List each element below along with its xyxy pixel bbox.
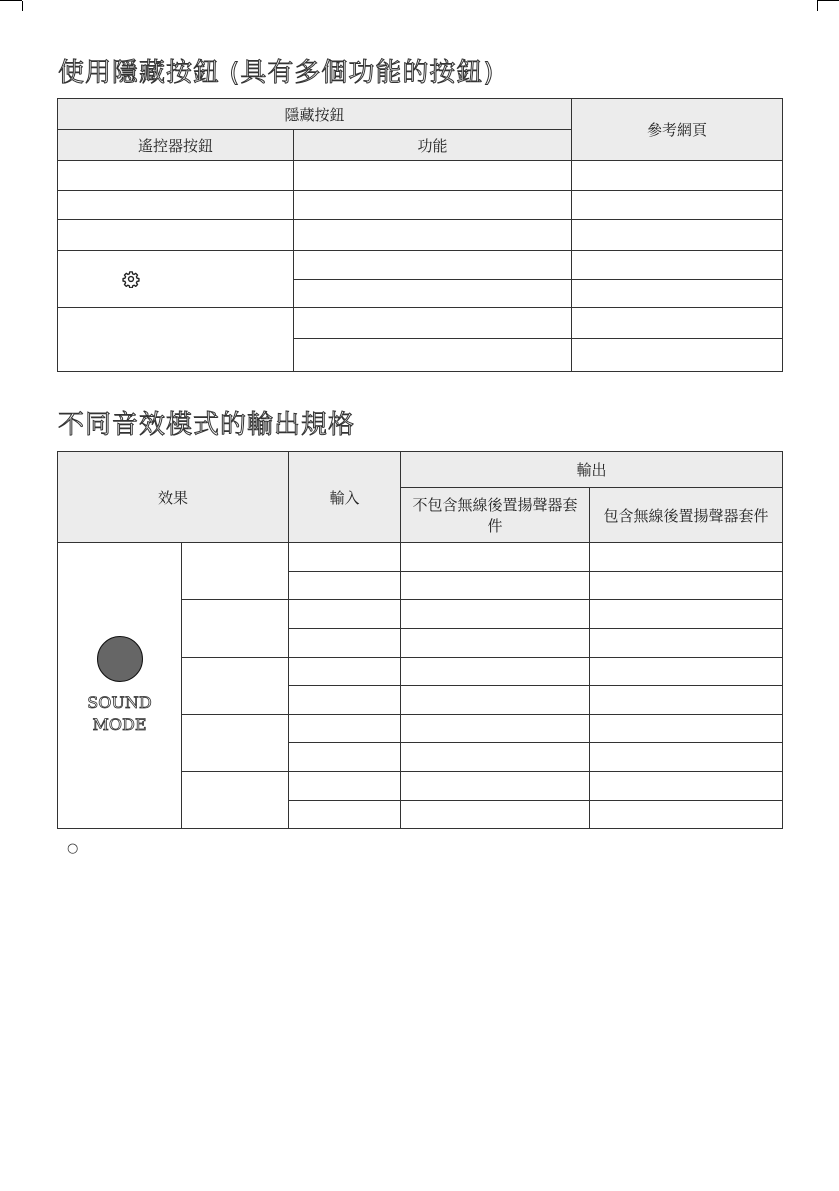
header-output: 輸出 <box>401 452 783 488</box>
sound-mode-button-icon <box>97 636 143 682</box>
header-effect: 效果 <box>58 452 289 543</box>
gear-button-cell <box>58 251 294 308</box>
note-bullet: ○ <box>67 841 79 856</box>
crop-mark-right <box>817 0 839 31</box>
gear-icon <box>122 270 140 288</box>
table-row <box>58 251 783 280</box>
header-function: 功能 <box>294 130 572 161</box>
table-row <box>58 220 783 251</box>
sound-mode-label: SOUND MODE <box>87 692 152 734</box>
table-row <box>58 308 783 339</box>
section-title-sound-mode-output: 不同音效模式的輸出規格 <box>58 410 356 440</box>
section-title-hidden-buttons: 使用隱藏按鈕 (具有多個功能的按鈕) <box>58 58 495 88</box>
sound-mode-cell <box>58 543 182 829</box>
header-remote-button: 遙控器按鈕 <box>58 130 294 161</box>
table-row <box>58 161 783 191</box>
header-without-rear-kit: 不包含無線後置揚聲器套件 <box>401 488 590 543</box>
table-row <box>58 191 783 220</box>
table-row <box>58 543 783 572</box>
header-hidden-buttons: 隱藏按鈕 <box>58 99 572 130</box>
hidden-buttons-table <box>57 98 783 372</box>
header-with-rear-kit: 包含無線後置揚聲器套件 <box>590 488 783 543</box>
crop-mark-left <box>0 0 22 31</box>
header-reference-page: 參考網頁 <box>572 99 783 161</box>
header-input: 輸入 <box>289 452 401 543</box>
sound-mode-output-table <box>57 451 783 829</box>
